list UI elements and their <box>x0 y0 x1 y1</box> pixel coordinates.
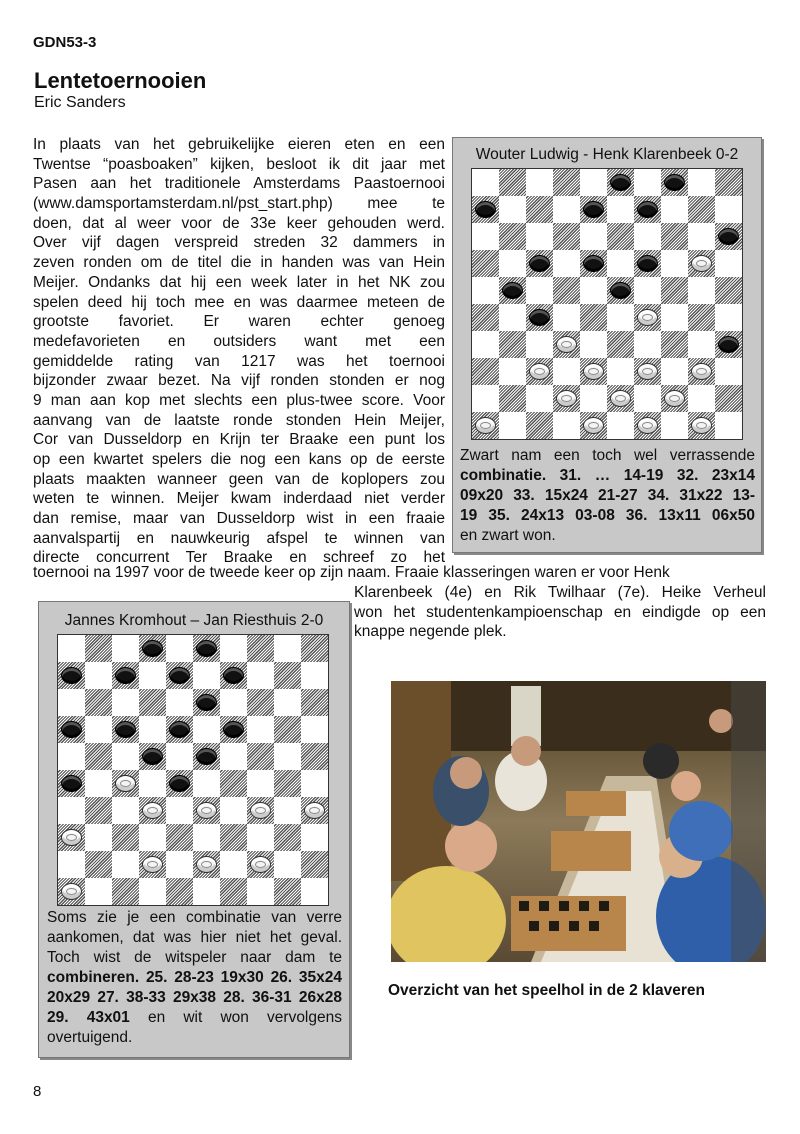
board-square-dark <box>112 878 139 905</box>
board-square-dark <box>715 169 742 196</box>
board-square-light <box>139 878 166 905</box>
black-piece <box>637 255 658 272</box>
p1-line: gemiddelde rating van 1217 was het toernooi <box>33 352 445 370</box>
board-square-light <box>112 851 139 878</box>
board-square-light <box>301 878 328 905</box>
board-square-light <box>193 716 220 743</box>
diagram-2-moves: combineren. 25. 28-23 19x30 26. 35x24 20x29 27. 38-33 29x38 28. 36-31 26x28 29. 43x01 <box>47 969 342 1026</box>
board-square-light <box>526 277 553 304</box>
diagram-2-caption-line: Soms zie je een combinatie van verre <box>47 909 342 926</box>
board-square-light <box>607 250 634 277</box>
white-piece <box>250 802 271 819</box>
board-square-light <box>85 878 112 905</box>
board-square-light <box>526 169 553 196</box>
diagram-2-caption-end: en wit won vervolgens overtuigend. <box>47 1009 342 1046</box>
board-square-dark <box>301 689 328 716</box>
black-piece <box>223 667 244 684</box>
board-square-light <box>607 412 634 439</box>
board-square-light <box>85 716 112 743</box>
black-piece <box>196 640 217 657</box>
board-square-light <box>193 824 220 851</box>
p1-line: plaats maakten wanneer geen van de koplopers zou <box>33 470 445 488</box>
black-piece <box>115 667 136 684</box>
black-piece <box>223 721 244 738</box>
board-square-dark <box>85 797 112 824</box>
board-square-light <box>553 412 580 439</box>
board-square-dark <box>688 196 715 223</box>
board-square-dark <box>85 851 112 878</box>
board-square-dark <box>499 331 526 358</box>
board-square-light <box>580 277 607 304</box>
board-square-dark <box>715 385 742 412</box>
board-square-light <box>661 304 688 331</box>
white-piece <box>664 390 685 407</box>
board-square-light <box>112 689 139 716</box>
board-square-light <box>166 851 193 878</box>
p1-line: doen, dat al weer voor de 33e keer gehouden werd. <box>33 214 445 232</box>
white-piece <box>196 856 217 873</box>
black-piece <box>475 201 496 218</box>
board-square-light <box>580 223 607 250</box>
board-square-light <box>85 824 112 851</box>
board-square-dark <box>526 412 553 439</box>
tournament-photo-illustration <box>391 681 766 962</box>
white-piece <box>250 856 271 873</box>
board-square-dark <box>553 277 580 304</box>
board-square-light <box>499 304 526 331</box>
board-square-light <box>607 358 634 385</box>
board-square-dark <box>553 223 580 250</box>
board-square-light <box>301 824 328 851</box>
board-square-light <box>112 797 139 824</box>
black-piece <box>502 282 523 299</box>
black-piece <box>583 201 604 218</box>
white-piece <box>583 417 604 434</box>
board-square-dark <box>553 169 580 196</box>
board-square-light <box>499 412 526 439</box>
board-square-light <box>166 635 193 662</box>
p1-line: Twentse “poasboaken” kijken, besloot ik dit jaar met <box>33 155 445 173</box>
board-square-dark <box>247 635 274 662</box>
board-square-dark <box>274 716 301 743</box>
board-square-dark <box>166 878 193 905</box>
board-square-dark <box>220 878 247 905</box>
p1-line: aanvang van de laatste ronde stonden Hein Meijer, <box>33 411 445 429</box>
p1-line: (www.damsportamsterdam.nl/pst_start.php) mee te <box>33 195 445 213</box>
board-square-dark <box>688 304 715 331</box>
board-square-light <box>607 304 634 331</box>
board-square-light <box>112 635 139 662</box>
board-square-light <box>274 851 301 878</box>
black-piece <box>169 775 190 792</box>
board-square-light <box>274 689 301 716</box>
board-square-light <box>553 304 580 331</box>
diagram-1-board <box>471 168 743 440</box>
diagram-2-caption <box>47 908 342 1048</box>
board-square-light <box>499 196 526 223</box>
board-square-light <box>301 662 328 689</box>
diagram-2-caption-line: Toch wist de witspeler naar dam te <box>47 949 342 966</box>
p3-line: won het studentenkampioenschap en eindigde op een <box>354 603 766 621</box>
diagram-1-caption: Zwart nam een toch wel verrassende combinatie. 31. … 14-19 32. 23x14 09x20 33. 15x24 21-27 34. 31x22 13- 19 35. 24x13 03-08 36. 13x11 06x50 en zwart won. <box>460 447 755 544</box>
board-square-light <box>661 250 688 277</box>
board-square-dark <box>85 743 112 770</box>
board-square-light <box>112 743 139 770</box>
board-square-light <box>553 250 580 277</box>
white-piece <box>115 775 136 792</box>
board-square-light <box>526 331 553 358</box>
black-piece <box>115 721 136 738</box>
board-square-light <box>715 412 742 439</box>
article-author: Eric Sanders <box>34 94 126 111</box>
white-piece <box>691 255 712 272</box>
black-piece <box>169 667 190 684</box>
board-square-dark <box>139 689 166 716</box>
board-square-light <box>247 716 274 743</box>
white-piece <box>637 309 658 326</box>
board-square-dark <box>499 385 526 412</box>
black-piece <box>169 721 190 738</box>
board-square-dark <box>499 223 526 250</box>
board-square-light <box>166 797 193 824</box>
board-square-dark <box>247 743 274 770</box>
board-square-light <box>634 331 661 358</box>
white-piece <box>142 802 163 819</box>
board-square-light <box>274 743 301 770</box>
p1-line: zeven ronden om de titel die in handen was van Hein <box>33 254 445 272</box>
board-square-light <box>661 358 688 385</box>
board-square-light <box>688 277 715 304</box>
black-piece <box>529 309 550 326</box>
board-square-light <box>301 716 328 743</box>
black-piece <box>610 282 631 299</box>
board-square-dark <box>580 304 607 331</box>
board-square-light <box>472 331 499 358</box>
board-square-light <box>139 824 166 851</box>
board-square-light <box>193 878 220 905</box>
board-square-light <box>580 385 607 412</box>
board-square-dark <box>472 304 499 331</box>
board-square-light <box>58 635 85 662</box>
board-square-light <box>139 770 166 797</box>
article-paragraph-1 <box>33 135 445 568</box>
black-piece <box>61 667 82 684</box>
p3-line: Klarenbeek (4e) en Rik Twilhaar (7e). Heike Verheul <box>354 584 766 601</box>
board-square-light <box>85 662 112 689</box>
board-square-dark <box>220 824 247 851</box>
p1-line: Pasen aan het traditionele Amsterdams Paastoernooi <box>33 175 445 193</box>
board-square-dark <box>166 824 193 851</box>
board-square-light <box>58 851 85 878</box>
board-square-light <box>553 196 580 223</box>
board-square-light <box>274 797 301 824</box>
board-square-light <box>580 169 607 196</box>
board-square-light <box>247 878 274 905</box>
board-square-dark <box>85 689 112 716</box>
board-square-light <box>634 277 661 304</box>
white-piece <box>637 363 658 380</box>
diagram-2-caption-line: aankomen, dat was hier niet het geval. <box>47 929 342 946</box>
black-piece <box>718 336 739 353</box>
board-square-dark <box>301 743 328 770</box>
black-piece <box>637 201 658 218</box>
header-code: GDN53-3 <box>33 34 97 51</box>
board-square-light <box>193 662 220 689</box>
white-piece <box>556 336 577 353</box>
black-piece <box>196 694 217 711</box>
board-square-dark <box>661 331 688 358</box>
board-square-light <box>220 851 247 878</box>
white-piece <box>583 363 604 380</box>
white-piece <box>691 417 712 434</box>
board-square-dark <box>85 635 112 662</box>
white-piece <box>196 802 217 819</box>
p1-line: directe concurrent Ter Braake en schreef zo het <box>33 549 445 567</box>
tournament-photo <box>391 681 766 962</box>
black-piece <box>583 255 604 272</box>
board-square-dark <box>220 770 247 797</box>
board-square-light <box>715 250 742 277</box>
white-piece <box>304 802 325 819</box>
p1-line: Over vijf dagen verspreid streden 32 dammers in <box>33 234 445 252</box>
p1-line: Cor van Dusseldorp en Krijn ter Braake een punt los <box>33 431 445 449</box>
white-piece <box>142 856 163 873</box>
p1-line: aanvalspartij en nauwkeurig afspel te winnen van <box>33 529 445 547</box>
black-piece <box>664 174 685 191</box>
p1-line: bijzonder zwaar bezet. Na vijf ronden stonden er nog <box>33 372 445 390</box>
article-paragraph-3 <box>354 583 766 642</box>
white-piece <box>556 390 577 407</box>
board-square-light <box>193 770 220 797</box>
board-square-light <box>247 662 274 689</box>
board-square-light <box>634 385 661 412</box>
board-square-light <box>472 223 499 250</box>
board-square-light <box>58 689 85 716</box>
board-square-light <box>499 358 526 385</box>
black-piece <box>610 174 631 191</box>
board-square-light <box>220 797 247 824</box>
board-square-dark <box>607 223 634 250</box>
board-square-light <box>139 716 166 743</box>
board-square-light <box>634 169 661 196</box>
board-square-light <box>247 824 274 851</box>
article-paragraph-2: toernooi na 1997 voor de tweede keer op zijn naam. Fraaie klasseringen waren er voor Henk <box>33 564 670 581</box>
photo-caption: Overzicht van het speelhol in de 2 klaveren <box>388 982 706 999</box>
diagram-2-title: Jannes Kromhout – Jan Riesthuis 2-0 <box>64 612 324 629</box>
board-square-light <box>58 797 85 824</box>
white-piece <box>610 390 631 407</box>
board-square-dark <box>301 851 328 878</box>
board-square-light <box>688 169 715 196</box>
diagram-1-title: Wouter Ludwig - Henk Klarenbeek 0-2 <box>475 146 739 163</box>
board-square-light <box>472 169 499 196</box>
board-square-light <box>526 385 553 412</box>
diagram-2-board <box>57 634 329 906</box>
board-square-light <box>661 196 688 223</box>
board-square-light <box>688 385 715 412</box>
board-square-dark <box>247 689 274 716</box>
black-piece <box>196 748 217 765</box>
white-piece <box>691 363 712 380</box>
p1-line: 9 man aan kop met slechts een plus-twee score. Voor <box>33 391 445 409</box>
board-square-dark <box>499 169 526 196</box>
board-square-light <box>247 770 274 797</box>
board-square-light <box>526 223 553 250</box>
article-title: Lentetoernooien <box>34 68 207 93</box>
board-square-dark <box>472 358 499 385</box>
white-piece <box>637 417 658 434</box>
board-square-light <box>715 304 742 331</box>
white-piece <box>529 363 550 380</box>
board-square-dark <box>274 824 301 851</box>
p1-line: dan remise, maar van Dusseldorp wist in een fraaie <box>33 510 445 528</box>
board-square-light <box>688 223 715 250</box>
black-piece <box>142 640 163 657</box>
board-square-dark <box>472 250 499 277</box>
board-square-dark <box>607 331 634 358</box>
p1-line: op een kwartet spelers die nog een kans op de eerste <box>33 451 445 468</box>
white-piece <box>61 883 82 900</box>
board-square-dark <box>274 878 301 905</box>
p1-line: medefavorieten en outsiders want met een <box>33 332 445 350</box>
board-square-light <box>58 743 85 770</box>
p1-line: grootste favoriet. Er waren echter genoeg <box>33 313 445 331</box>
board-square-light <box>472 385 499 412</box>
p3-line: knappe negende plek. <box>354 623 507 641</box>
board-square-dark <box>274 662 301 689</box>
p1-line: In plaats van het gebruikelijke eieren eten en een <box>33 136 445 153</box>
board-square-light <box>661 412 688 439</box>
board-square-dark <box>112 824 139 851</box>
board-square-dark <box>661 223 688 250</box>
board-square-light <box>688 331 715 358</box>
board-square-light <box>607 196 634 223</box>
board-square-light <box>274 635 301 662</box>
white-piece <box>475 417 496 434</box>
page-number: 8 <box>33 1083 42 1100</box>
diagram-1-panel <box>452 137 762 553</box>
board-square-light <box>580 331 607 358</box>
board-square-dark <box>526 196 553 223</box>
board-square-light <box>166 743 193 770</box>
board-square-light <box>166 689 193 716</box>
p1-line: weten te winnen. Meijer kwam inderdaad niet verder <box>33 490 445 508</box>
black-piece <box>529 255 550 272</box>
board-square-dark <box>274 770 301 797</box>
board-square-light <box>715 358 742 385</box>
board-square-light <box>220 635 247 662</box>
black-piece <box>61 775 82 792</box>
board-square-dark <box>715 277 742 304</box>
board-square-dark <box>661 277 688 304</box>
board-square-light <box>220 689 247 716</box>
board-square-light <box>472 277 499 304</box>
black-piece <box>142 748 163 765</box>
board-square-dark <box>301 635 328 662</box>
board-square-light <box>715 196 742 223</box>
board-square-light <box>139 662 166 689</box>
board-square-light <box>499 250 526 277</box>
diagram-2-panel <box>38 601 350 1058</box>
p1-line: Meijer. Ondanks dat hij een week later in het NK zou <box>33 273 445 291</box>
black-piece <box>718 228 739 245</box>
board-square-light <box>553 358 580 385</box>
board-square-light <box>301 770 328 797</box>
black-piece <box>61 721 82 738</box>
board-square-light <box>634 223 661 250</box>
p1-line: spelen deed hij toch mee en was daarmee meteen de <box>33 293 445 311</box>
board-square-light <box>220 743 247 770</box>
board-square-light <box>85 770 112 797</box>
white-piece <box>61 829 82 846</box>
